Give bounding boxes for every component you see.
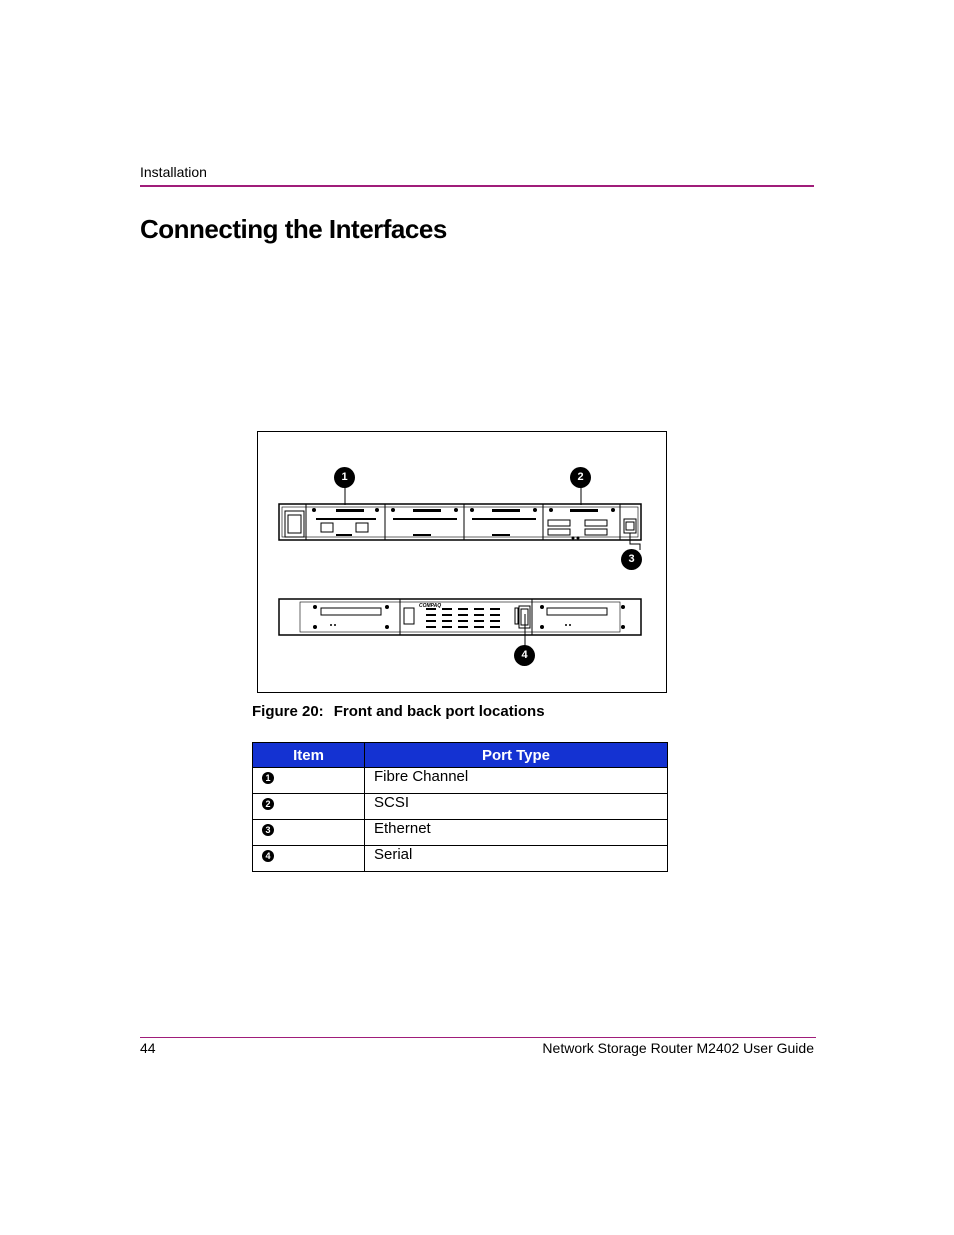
callout-2: 2 [570,467,591,488]
column-header-port-type: Port Type [365,743,668,768]
figure-port-locations [257,431,667,693]
table-row [253,820,668,846]
page-title: Connecting the Interfaces [140,214,447,244]
item-number-badge: 2 [262,798,274,810]
item-cell [253,820,365,846]
header-rule [140,185,814,187]
callout-3: 3 [621,549,642,570]
figure-caption-text: Front and back port locations [333,703,545,720]
item-number-badge: 4 [262,850,274,862]
port-type-table [252,742,668,872]
callout-1: 1 [334,467,355,488]
port-type-cell: Fibre Channel [365,768,668,794]
footer-doc-title: Network Storage Router M2402 User Guide [542,1040,814,1056]
running-header: Installation [140,164,207,180]
item-cell [253,846,365,872]
table-header-row [253,743,668,768]
column-header-item: Item [253,743,365,768]
page-number: 44 [140,1040,156,1056]
item-number-badge: 3 [262,824,274,836]
table-row [253,768,668,794]
item-cell [253,794,365,820]
port-type-cell: SCSI [365,794,668,820]
item-cell [253,768,365,794]
table-row [253,846,668,872]
port-type-cell: Ethernet [365,820,668,846]
footer-rule [140,1037,816,1038]
compaq-logo: COMPAQ [419,603,442,609]
port-type-cell: Serial [365,846,668,872]
figure-caption [252,703,545,720]
front-panel-details [313,605,625,629]
table-row [253,794,668,820]
item-number-badge: 1 [262,772,274,784]
callout-4: 4 [514,645,535,666]
router-illustration [258,432,666,692]
router-front-panel [279,599,641,635]
figure-caption-label: Figure 20: [252,703,324,720]
